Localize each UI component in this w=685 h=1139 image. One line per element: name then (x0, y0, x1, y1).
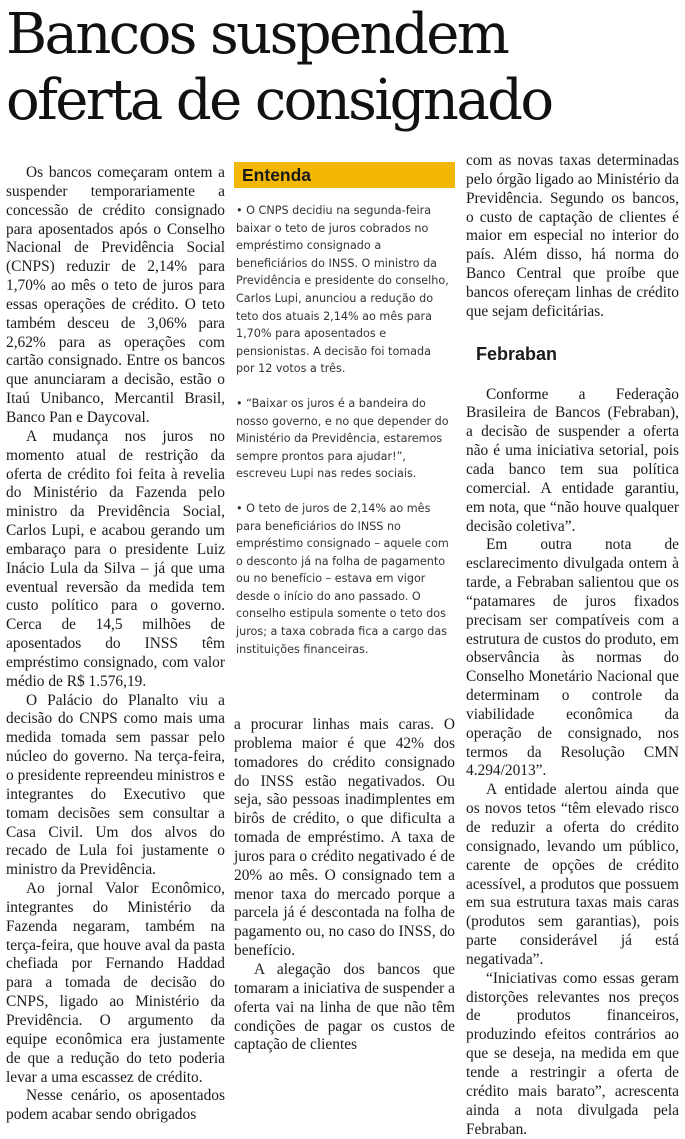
column-3 (466, 152, 679, 1139)
paragraph: Em outra nota de esclarecimento divulgada ontem à tarde, a Febraban salientou que os “patamares de juros fixados precisam ser compatíveis com a estrutura de custos do produto, em observância às normas do Conselho Monetário Nacional que determinam o controle da viabilidade econômica da operação de consignado, nos termos da Resolução CMN 4.294/2013”. (466, 536, 679, 780)
paragraph: O Palácio do Planalto viu a decisão do CNPS como mais uma medida tomada sem passar pelo núcleo do governo. Na terça-feira, o presidente repreendeu ministros e integrantes do Executivo que tomam decisões sem consultar a Casa Civil. Um dos alvos do recado de Lula foi justamente o ministro da Previdência. (6, 691, 225, 879)
sidebar-item: • O teto de juros de 2,14% ao mês para beneficiários do INSS no empréstimo consignado – aquele com o desconto já na folha de pagamento ou no benefício – estava em vigor desde o início do ano passado. O conselho estipula somente o teto dos juros; a taxa cobrada fica a cargo das instituições financeiras. (236, 501, 449, 656)
paragraph: Os bancos começaram ontem a suspender temporariamente a concessão de crédito consignado para aposentados após o Conselho Nacional de Previdência Social (CNPS) reduzir de 2,14% para 1,70% ao mês o teto de juros para essas operações de crédito. O teto também desceu de 3,06% para 2,62% para as operações com cartão consignado. Entre os bancos que anunciaram a decisão, estão o Itaú Unibanco, Mercantil Brasil, Banco Pan e Daycoval. (6, 164, 225, 426)
article-headline (6, 2, 681, 134)
headline-line-1: Bancos suspendem (6, 2, 508, 67)
paragraph: a procurar linhas mais caras. O problema maior é que 42% dos tomadores do crédito consignado do INSS estão negativados. Ou seja, são pessoas inadimplentes em birôs de crédito, o que dificulta a tomada de empréstimo. A taxa de juros para o crédito negativado é de 20% ao mês. O consignado tem a menor taxa do mercado porque a parcela já é descontada na folha de pagamento ou, no caso do INSS, do benefício. (234, 716, 455, 960)
paragraph: A alegação dos bancos que tomaram a iniciativa de suspender a oferta vai na linha de que não têm condições de pagar os custos de captação de clientes (234, 960, 455, 1054)
paragraph: “Iniciativas como essas geram distorções relevantes nos preços de produtos financeiros, produzindo efeitos contrários ao que se deseja, na medida em que tende a restringir a oferta de crédito mais barato”, acrescenta ainda a nota divulgada pela Febraban. (466, 969, 679, 1138)
sidebar-body (234, 188, 455, 658)
paragraph: com as novas taxas determinadas pelo órgão ligado ao Ministério da Previdência. Segundo os bancos, o custo de captação de clientes é maior em especial no interior do país. Além disso, há norma do Banco Central que proíbe que bancos ofereçam linhas de crédito que sejam deficitárias. (466, 152, 679, 320)
sidebar-item: • O CNPS decidiu na segunda-feira baixar o teto de juros cobrados no empréstimo consignado a beneficiários do INSS. O ministro da Previdência e presidente do conselho, Carlos Lupi, anunciou a redução do teto dos atuais 2,14% ao mês para 1,70% para aposentados e pensionistas. A decisão foi tomada por 12 votos a três. (236, 204, 449, 376)
headline-line-2: oferta de consignado (6, 68, 552, 133)
column-2 (234, 716, 455, 1055)
paragraph: Nesse cenário, os aposentados podem acabar sendo obrigados (6, 1087, 225, 1124)
paragraph: A mudança nos juros no momento atual de restrição da oferta de crédito foi feita à revelia do Ministério da Fazenda pelo ministro da Previdência Social, Carlos Lupi, e acabou gerando um embaraço para o presidente Luiz Inácio Lula da Silva – já que uma eventual reversão da medida tem custo político para o governo. Cerca de 14,5 milhões de aposentados do INSS têm empréstimo consignado, com valor médio de R$ 1.576,19. (6, 427, 225, 690)
paragraph: A entidade alertou ainda que os novos tetos “têm elevado risco de reduzir a oferta do crédito consignado, levando um público, carente de opções de crédito acessível, a produtos que possuem em sua estrutura taxas mais caras (produtos sem garantias), pois parte considerável já está negativada”. (466, 781, 679, 968)
entenda-sidebar (234, 162, 455, 658)
paragraph: Conforme a Federação Brasileira de Bancos (Febraban), a decisão de suspender a oferta não é uma iniciativa setorial, pois cada banco tem sua política comercial. A entidade garantiu, em nota, que “não houve qualquer decisão coletiva”. (466, 385, 679, 535)
sidebar-title: Entenda (234, 162, 455, 188)
sidebar-item: • “Baixar os juros é a bandeira do nosso governo, e no que depender do Ministério da Previdência, estaremos sempre prontos para ajudar!”, escreveu Lupi nas redes sociais. (236, 396, 449, 481)
paragraph: Ao jornal Valor Econômico, integrantes do Ministério da Fazenda negaram, também na terça-feira, que houve aval da pasta chefiada por Fernando Haddad para a tomada de decisão do CNPS, ligado ao Ministério da Previdência. O argumento da equipe econômica era justamente de que a redução do teto poderia levar a uma escassez de crédito. (6, 880, 225, 1086)
subhead-febraban: Febraban (476, 343, 558, 364)
column-1 (6, 164, 225, 1125)
